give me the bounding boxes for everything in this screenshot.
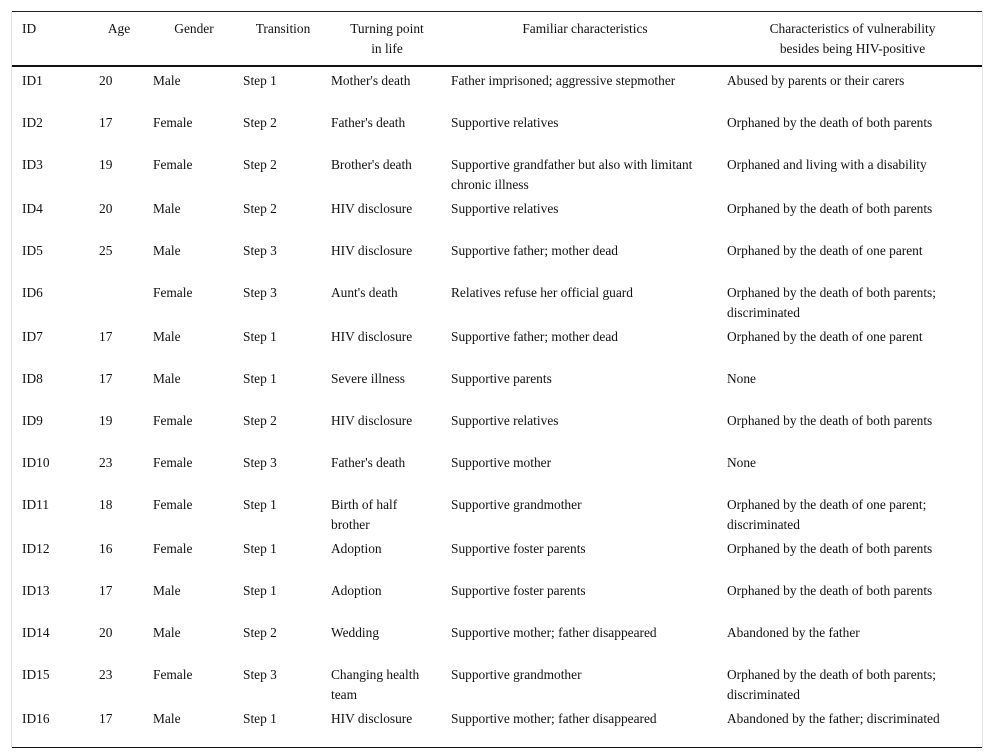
cell-familiar-characteristics: Supportive foster parents xyxy=(451,541,586,556)
table-row xyxy=(12,151,982,195)
cell-turning-point: HIV disclosure xyxy=(331,243,413,258)
cell-transition: Step 2 xyxy=(243,115,277,130)
table-row xyxy=(12,66,982,109)
cell-transition: Step 3 xyxy=(243,243,277,258)
cell-vulnerability: Orphaned by the death of both parents; discriminated xyxy=(727,667,936,702)
header-id: ID xyxy=(22,21,37,36)
table-row xyxy=(12,577,982,619)
cell-vulnerability: Orphaned by the death of one parent xyxy=(727,329,923,344)
table-header xyxy=(12,12,982,67)
cell-vulnerability: Abused by parents or their carers xyxy=(727,73,905,88)
cell-age: 25 xyxy=(99,243,113,258)
cell-gender: Male xyxy=(153,625,181,640)
cell-id: ID5 xyxy=(22,243,43,258)
cell-gender: Female xyxy=(153,157,193,172)
cell-familiar-characteristics: Supportive father; mother dead xyxy=(451,243,618,258)
cell-age: 18 xyxy=(99,497,113,512)
cell-familiar-characteristics: Supportive mother; father disappeared xyxy=(451,625,657,640)
table-body xyxy=(12,66,982,748)
cell-vulnerability: None xyxy=(727,455,757,470)
cell-gender: Female xyxy=(153,667,193,682)
cell-familiar-characteristics: Supportive mother; father disappeared xyxy=(451,711,657,726)
cell-turning-point: HIV disclosure xyxy=(331,329,413,344)
cell-gender: Male xyxy=(153,243,181,258)
cell-age xyxy=(89,279,149,323)
cell-id: ID6 xyxy=(22,285,43,300)
cell-age: 20 xyxy=(99,73,113,88)
cell-id: ID9 xyxy=(22,413,43,428)
cell-gender: Female xyxy=(153,497,193,512)
cell-age: 17 xyxy=(99,583,113,598)
cell-transition: Step 2 xyxy=(243,413,277,428)
cell-transition: Step 1 xyxy=(243,371,277,386)
cell-vulnerability: Abandoned by the father xyxy=(727,625,860,640)
table-row xyxy=(12,237,982,279)
cell-age: 23 xyxy=(99,455,113,470)
cell-id: ID1 xyxy=(22,73,43,88)
cell-transition: Step 1 xyxy=(243,497,277,512)
cell-id: ID11 xyxy=(22,497,50,512)
header-vulnerability: Characteristics of vulnerability besides being HIV-positive xyxy=(769,21,936,56)
cell-familiar-characteristics: Supportive parents xyxy=(451,371,552,386)
participants-table-container xyxy=(11,11,983,748)
cell-id: ID10 xyxy=(22,455,50,470)
cell-id: ID3 xyxy=(22,157,43,172)
cell-id: ID2 xyxy=(22,115,43,130)
cell-familiar-characteristics: Supportive mother xyxy=(451,455,552,470)
cell-vulnerability: Orphaned and living with a disability xyxy=(727,157,927,172)
table-row xyxy=(12,109,982,151)
cell-turning-point: Aunt's death xyxy=(331,285,398,300)
header-familiar-characteristics: Familiar characteristics xyxy=(522,21,648,36)
cell-familiar-characteristics: Supportive grandfather but also with limitant chronic illness xyxy=(451,157,693,192)
cell-familiar-characteristics: Father imprisoned; aggressive stepmother xyxy=(451,73,676,88)
cell-gender: Female xyxy=(153,115,193,130)
cell-gender: Female xyxy=(153,455,193,470)
cell-gender: Female xyxy=(153,413,193,428)
cell-transition: Step 3 xyxy=(243,285,277,300)
cell-gender: Male xyxy=(153,371,181,386)
cell-transition: Step 1 xyxy=(243,711,277,726)
cell-gender: Male xyxy=(153,73,181,88)
cell-age: 23 xyxy=(99,667,113,682)
cell-gender: Female xyxy=(153,541,193,556)
cell-transition: Step 3 xyxy=(243,455,277,470)
cell-age: 17 xyxy=(99,115,113,130)
cell-id: ID8 xyxy=(22,371,43,386)
table-row xyxy=(12,705,982,748)
cell-gender: Male xyxy=(153,583,181,598)
cell-age: 17 xyxy=(99,711,113,726)
cell-turning-point: Adoption xyxy=(331,541,382,556)
cell-familiar-characteristics: Supportive foster parents xyxy=(451,583,586,598)
cell-vulnerability: Orphaned by the death of both parents; discriminated xyxy=(727,285,936,320)
table-row xyxy=(12,279,982,323)
cell-vulnerability: Orphaned by the death of both parents xyxy=(727,583,933,598)
cell-age: 20 xyxy=(99,201,113,216)
cell-gender: Male xyxy=(153,329,181,344)
cell-familiar-characteristics: Supportive relatives xyxy=(451,201,559,216)
cell-turning-point: Father's death xyxy=(331,115,406,130)
table-row xyxy=(12,535,982,577)
cell-age: 20 xyxy=(99,625,113,640)
cell-familiar-characteristics: Supportive relatives xyxy=(451,413,559,428)
cell-vulnerability: Orphaned by the death of one parent xyxy=(727,243,923,258)
cell-vulnerability: Orphaned by the death of both parents xyxy=(727,541,933,556)
cell-vulnerability: None xyxy=(727,371,757,386)
cell-turning-point: Father's death xyxy=(331,455,406,470)
cell-vulnerability: Orphaned by the death of both parents xyxy=(727,201,933,216)
cell-id: ID14 xyxy=(22,625,50,640)
cell-familiar-characteristics: Relatives refuse her official guard xyxy=(451,285,633,300)
cell-id: ID15 xyxy=(22,667,50,682)
cell-vulnerability: Orphaned by the death of one parent; discriminated xyxy=(727,497,927,532)
cell-vulnerability: Abandoned by the father; discriminated xyxy=(727,711,940,726)
table-row xyxy=(12,661,982,705)
participants-table xyxy=(12,11,982,748)
cell-age: 17 xyxy=(99,371,113,386)
header-row xyxy=(12,12,982,67)
cell-transition: Step 2 xyxy=(243,625,277,640)
header-turning-point: Turning point in life xyxy=(350,21,424,56)
cell-age: 19 xyxy=(99,413,113,428)
cell-gender: Male xyxy=(153,711,181,726)
cell-id: ID12 xyxy=(22,541,50,556)
cell-turning-point: Mother's death xyxy=(331,73,411,88)
cell-age: 17 xyxy=(99,329,113,344)
cell-turning-point: Wedding xyxy=(331,625,380,640)
cell-turning-point: HIV disclosure xyxy=(331,413,413,428)
table-row xyxy=(12,365,982,407)
table-row xyxy=(12,323,982,365)
cell-id: ID7 xyxy=(22,329,43,344)
cell-vulnerability: Orphaned by the death of both parents xyxy=(727,413,933,428)
cell-turning-point: Changing health team xyxy=(331,667,420,702)
cell-transition: Step 1 xyxy=(243,583,277,598)
cell-age: 19 xyxy=(99,157,113,172)
cell-turning-point: Severe illness xyxy=(331,371,406,386)
cell-transition: Step 1 xyxy=(243,73,277,88)
table-row xyxy=(12,619,982,661)
cell-turning-point: Birth of half brother xyxy=(331,497,398,532)
cell-vulnerability: Orphaned by the death of both parents xyxy=(727,115,933,130)
cell-gender: Male xyxy=(153,201,181,216)
table-row xyxy=(12,195,982,237)
cell-gender: Female xyxy=(153,285,193,300)
cell-transition: Step 1 xyxy=(243,541,277,556)
header-transition: Transition xyxy=(255,21,311,36)
cell-turning-point: Adoption xyxy=(331,583,382,598)
cell-familiar-characteristics: Supportive father; mother dead xyxy=(451,329,618,344)
cell-transition: Step 3 xyxy=(243,667,277,682)
header-gender: Gender xyxy=(174,21,214,36)
table-row xyxy=(12,407,982,449)
cell-age: 16 xyxy=(99,541,113,556)
cell-id: ID16 xyxy=(22,711,50,726)
table-row xyxy=(12,449,982,491)
cell-turning-point: HIV disclosure xyxy=(331,201,413,216)
table-row xyxy=(12,491,982,535)
cell-id: ID13 xyxy=(22,583,50,598)
cell-transition: Step 1 xyxy=(243,329,277,344)
cell-transition: Step 2 xyxy=(243,201,277,216)
cell-familiar-characteristics: Supportive relatives xyxy=(451,115,559,130)
cell-transition: Step 2 xyxy=(243,157,277,172)
cell-turning-point: HIV disclosure xyxy=(331,711,413,726)
cell-familiar-characteristics: Supportive grandmother xyxy=(451,667,582,682)
cell-familiar-characteristics: Supportive grandmother xyxy=(451,497,582,512)
cell-id: ID4 xyxy=(22,201,43,216)
header-age: Age xyxy=(107,21,131,36)
cell-turning-point: Brother's death xyxy=(331,157,412,172)
